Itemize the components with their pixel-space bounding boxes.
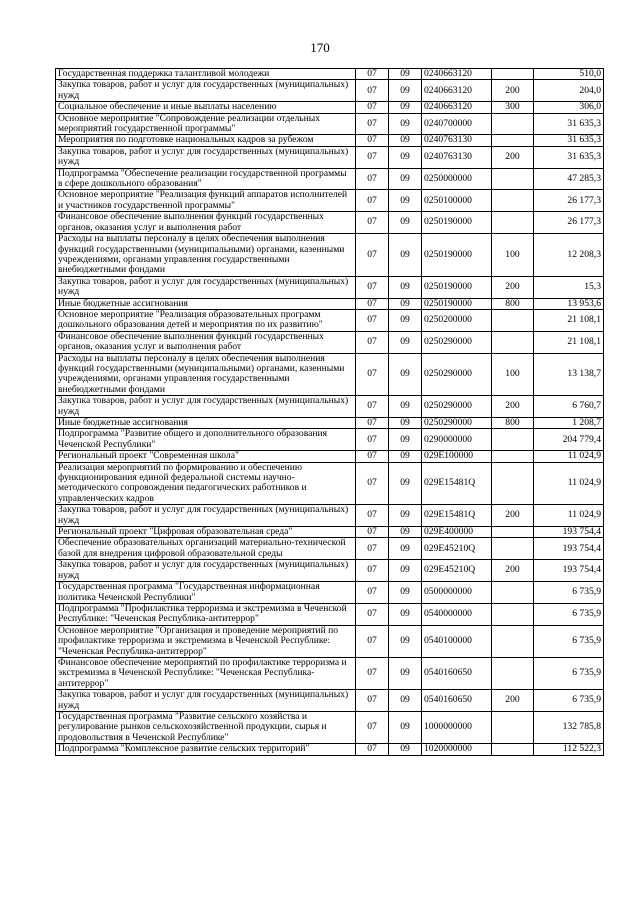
row-expense-type-cell <box>492 212 534 234</box>
row-subsection-cell: 09 <box>389 560 422 582</box>
row-subsection-cell: 09 <box>389 603 422 625</box>
row-section-cell: 07 <box>356 625 389 657</box>
row-expense-type-cell <box>492 657 534 689</box>
table-row <box>56 80 604 102</box>
row-amount-cell: 193 754,4 <box>534 538 604 560</box>
table-row <box>56 353 604 396</box>
row-target-article-cell: 0540000000 <box>422 603 492 625</box>
row-expense-type-cell: 200 <box>492 505 534 527</box>
row-expense-type-cell <box>492 625 534 657</box>
row-name-cell: Мероприятия по подготовке национальных кадров за рубежом <box>56 135 356 146</box>
row-name-cell: Закупка товаров, работ и услуг для государственных (муниципальных) нужд <box>56 276 356 298</box>
row-amount-cell: 6 760,7 <box>534 396 604 418</box>
row-amount-cell: 31 635,3 <box>534 146 604 168</box>
row-subsection-cell: 09 <box>389 80 422 102</box>
table-row <box>56 331 604 353</box>
table-row <box>56 168 604 190</box>
table-row <box>56 657 604 689</box>
table-row <box>56 603 604 625</box>
row-target-article-cell: 0250190000 <box>422 212 492 234</box>
row-name-cell: Закупка товаров, работ и услуг для государственных (муниципальных) нужд <box>56 560 356 582</box>
table-row <box>56 690 604 712</box>
row-amount-cell: 1 208,7 <box>534 418 604 429</box>
row-subsection-cell: 09 <box>389 298 422 309</box>
row-target-article-cell: 029E100000 <box>422 451 492 462</box>
row-amount-cell: 13 953,6 <box>534 298 604 309</box>
row-section-cell: 07 <box>356 538 389 560</box>
row-amount-cell: 47 285,3 <box>534 168 604 190</box>
row-amount-cell: 510,0 <box>534 69 604 80</box>
table-row <box>56 276 604 298</box>
row-subsection-cell: 09 <box>389 113 422 135</box>
row-section-cell: 07 <box>356 582 389 604</box>
row-amount-cell: 26 177,3 <box>534 212 604 234</box>
row-section-cell: 07 <box>356 744 389 755</box>
row-subsection-cell: 09 <box>389 744 422 755</box>
row-amount-cell: 31 635,3 <box>534 135 604 146</box>
row-amount-cell: 112 522,3 <box>534 744 604 755</box>
row-subsection-cell: 09 <box>389 331 422 353</box>
row-expense-type-cell: 100 <box>492 234 534 277</box>
row-section-cell: 07 <box>356 690 389 712</box>
row-name-cell: Закупка товаров, работ и услуг для государственных (муниципальных) нужд <box>56 146 356 168</box>
row-name-cell: Иные бюджетные ассигнования <box>56 418 356 429</box>
row-section-cell: 07 <box>356 527 389 538</box>
table-row <box>56 102 604 113</box>
row-name-cell: Закупка товаров, работ и услуг для государственных (муниципальных) нужд <box>56 396 356 418</box>
row-subsection-cell: 09 <box>389 135 422 146</box>
row-section-cell: 07 <box>356 80 389 102</box>
row-amount-cell: 6 735,9 <box>534 657 604 689</box>
row-name-cell: Подпрограмма "Комплексное развитие сельских территорий" <box>56 744 356 755</box>
row-name-cell: Социальное обеспечение и иные выплаты населению <box>56 102 356 113</box>
row-target-article-cell: 0250290000 <box>422 353 492 396</box>
row-expense-type-cell <box>492 429 534 451</box>
row-target-article-cell: 029E15481Q <box>422 505 492 527</box>
row-subsection-cell: 09 <box>389 212 422 234</box>
row-subsection-cell: 09 <box>389 396 422 418</box>
row-section-cell: 07 <box>356 113 389 135</box>
row-target-article-cell: 1020000000 <box>422 744 492 755</box>
table-row <box>56 135 604 146</box>
row-section-cell: 07 <box>356 331 389 353</box>
table-row <box>56 190 604 212</box>
row-section-cell: 07 <box>356 505 389 527</box>
row-section-cell: 07 <box>356 234 389 277</box>
row-expense-type-cell <box>492 190 534 212</box>
row-subsection-cell: 09 <box>389 657 422 689</box>
row-expense-type-cell: 200 <box>492 80 534 102</box>
row-amount-cell: 13 138,7 <box>534 353 604 396</box>
row-subsection-cell: 09 <box>389 190 422 212</box>
row-target-article-cell: 0250100000 <box>422 190 492 212</box>
row-target-article-cell: 029E45210Q <box>422 560 492 582</box>
row-expense-type-cell: 200 <box>492 690 534 712</box>
row-name-cell: Реализация мероприятий по формированию и обеспечению функционирования единой федеральной системы научно-методического сопровождения педагогических работников и управленческих кадров <box>56 462 356 505</box>
table-row <box>56 418 604 429</box>
table-row <box>56 538 604 560</box>
row-section-cell: 07 <box>356 353 389 396</box>
row-expense-type-cell <box>492 168 534 190</box>
row-section-cell: 07 <box>356 190 389 212</box>
row-target-article-cell: 0500000000 <box>422 582 492 604</box>
row-target-article-cell: 0240663120 <box>422 69 492 80</box>
row-target-article-cell: 0240663120 <box>422 80 492 102</box>
row-name-cell: Финансовое обеспечение выполнения функций государственных органов, оказания услуг и выполнения работ <box>56 212 356 234</box>
row-section-cell: 07 <box>356 560 389 582</box>
row-amount-cell: 11 024,9 <box>534 451 604 462</box>
row-amount-cell: 11 024,9 <box>534 505 604 527</box>
row-target-article-cell: 0240763130 <box>422 135 492 146</box>
row-subsection-cell: 09 <box>389 690 422 712</box>
row-section-cell: 07 <box>356 462 389 505</box>
row-amount-cell: 11 024,9 <box>534 462 604 505</box>
row-subsection-cell: 09 <box>389 451 422 462</box>
row-amount-cell: 21 108,1 <box>534 331 604 353</box>
row-expense-type-cell <box>492 582 534 604</box>
row-amount-cell: 21 108,1 <box>534 309 604 331</box>
row-target-article-cell: 0250190000 <box>422 234 492 277</box>
row-expense-type-cell: 800 <box>492 298 534 309</box>
table-row <box>56 744 604 755</box>
table-row <box>56 309 604 331</box>
table-row <box>56 234 604 277</box>
row-expense-type-cell <box>492 538 534 560</box>
table-row <box>56 711 604 743</box>
row-section-cell: 07 <box>356 309 389 331</box>
row-expense-type-cell <box>492 309 534 331</box>
row-subsection-cell: 09 <box>389 429 422 451</box>
table-row <box>56 560 604 582</box>
row-section-cell: 07 <box>356 212 389 234</box>
row-name-cell: Обеспечение образовательных организаций материально-технической базой для внедрения цифровой образовательной среды <box>56 538 356 560</box>
row-amount-cell: 132 785,8 <box>534 711 604 743</box>
row-section-cell: 07 <box>356 711 389 743</box>
row-subsection-cell: 09 <box>389 102 422 113</box>
row-expense-type-cell: 200 <box>492 560 534 582</box>
row-section-cell: 07 <box>356 276 389 298</box>
row-amount-cell: 15,3 <box>534 276 604 298</box>
page-number: 170 <box>310 40 330 55</box>
row-name-cell: Региональный проект "Цифровая образовательная среда" <box>56 527 356 538</box>
row-expense-type-cell <box>492 744 534 755</box>
row-section-cell: 07 <box>356 418 389 429</box>
row-name-cell: Основное мероприятие "Реализация функций аппаратов исполнителей и участников государственной программы" <box>56 190 356 212</box>
row-target-article-cell: 0540160650 <box>422 690 492 712</box>
row-section-cell: 07 <box>356 135 389 146</box>
row-amount-cell: 12 208,3 <box>534 234 604 277</box>
row-target-article-cell: 029E400000 <box>422 527 492 538</box>
row-section-cell: 07 <box>356 298 389 309</box>
row-expense-type-cell <box>492 711 534 743</box>
row-expense-type-cell: 200 <box>492 396 534 418</box>
row-expense-type-cell <box>492 331 534 353</box>
table-row <box>56 212 604 234</box>
row-expense-type-cell: 100 <box>492 353 534 396</box>
row-expense-type-cell <box>492 113 534 135</box>
budget-table-body <box>56 69 604 756</box>
row-subsection-cell: 09 <box>389 418 422 429</box>
row-expense-type-cell: 200 <box>492 146 534 168</box>
row-subsection-cell: 09 <box>389 538 422 560</box>
row-target-article-cell: 0240663120 <box>422 102 492 113</box>
row-name-cell: Расходы на выплаты персоналу в целях обеспечения выполнения функций государственными (муниципальными) органами, казенными учреждениями, органами управления государственными внебюджетными фондами <box>56 353 356 396</box>
row-name-cell: Основное мероприятие "Сопровождение реализации отдельных мероприятий государственной программы" <box>56 113 356 135</box>
row-subsection-cell: 09 <box>389 625 422 657</box>
row-target-article-cell: 0250190000 <box>422 276 492 298</box>
table-row <box>56 462 604 505</box>
table-row <box>56 113 604 135</box>
row-name-cell: Подпрограмма "Развитие общего и дополнительного образования Чеченской Республики" <box>56 429 356 451</box>
row-name-cell: Подпрограмма "Обеспечение реализации государственной программы в сфере дошкольного образования" <box>56 168 356 190</box>
row-target-article-cell: 0240763130 <box>422 146 492 168</box>
row-target-article-cell: 029E45210Q <box>422 538 492 560</box>
row-target-article-cell: 0290000000 <box>422 429 492 451</box>
row-subsection-cell: 09 <box>389 309 422 331</box>
row-section-cell: 07 <box>356 451 389 462</box>
row-amount-cell: 306,0 <box>534 102 604 113</box>
table-row <box>56 429 604 451</box>
row-target-article-cell: 029E15481Q <box>422 462 492 505</box>
table-row <box>56 527 604 538</box>
budget-table <box>55 68 604 756</box>
row-amount-cell: 204 779,4 <box>534 429 604 451</box>
row-name-cell: Иные бюджетные ассигнования <box>56 298 356 309</box>
row-section-cell: 07 <box>356 146 389 168</box>
row-name-cell: Закупка товаров, работ и услуг для государственных (муниципальных) нужд <box>56 505 356 527</box>
row-name-cell: Основное мероприятие "Организация и проведение мероприятий по профилактике терроризма и экстремизма в Чеченской Республике: "Чеченская Республика-антитеррор" <box>56 625 356 657</box>
row-name-cell: Расходы на выплаты персоналу в целях обеспечения выполнения функций государственными (муниципальными) органами, казенными учреждениями, органами управления государственными внебюджетными фондами <box>56 234 356 277</box>
row-name-cell: Закупка товаров, работ и услуг для государственных (муниципальных) нужд <box>56 690 356 712</box>
row-name-cell: Государственная программа "Государственная информационная политика Чеченской Республики" <box>56 582 356 604</box>
row-target-article-cell: 0250290000 <box>422 331 492 353</box>
row-name-cell: Финансовое обеспечение мероприятий по профилактике терроризма и экстремизма в Чеченской Республике: "Чеченская Республика-антитеррор" <box>56 657 356 689</box>
table-row <box>56 69 604 80</box>
row-target-article-cell: 0250200000 <box>422 309 492 331</box>
row-expense-type-cell <box>492 462 534 505</box>
table-row <box>56 298 604 309</box>
row-name-cell: Закупка товаров, работ и услуг для государственных (муниципальных) нужд <box>56 80 356 102</box>
row-section-cell: 07 <box>356 69 389 80</box>
row-subsection-cell: 09 <box>389 146 422 168</box>
row-section-cell: 07 <box>356 429 389 451</box>
row-target-article-cell: 0240700000 <box>422 113 492 135</box>
row-subsection-cell: 09 <box>389 711 422 743</box>
row-target-article-cell: 0250290000 <box>422 396 492 418</box>
row-name-cell: Государственная поддержка талантливой молодежи <box>56 69 356 80</box>
row-subsection-cell: 09 <box>389 527 422 538</box>
row-subsection-cell: 09 <box>389 234 422 277</box>
row-subsection-cell: 09 <box>389 168 422 190</box>
row-amount-cell: 193 754,4 <box>534 527 604 538</box>
row-subsection-cell: 09 <box>389 353 422 396</box>
row-name-cell: Подпрограмма "Профилактика терроризма и экстремизма в Чеченской Республике: "Чеченская Республика-антитеррор" <box>56 603 356 625</box>
row-expense-type-cell: 300 <box>492 102 534 113</box>
row-subsection-cell: 09 <box>389 505 422 527</box>
row-target-article-cell: 0540160650 <box>422 657 492 689</box>
row-subsection-cell: 09 <box>389 582 422 604</box>
row-amount-cell: 6 735,9 <box>534 690 604 712</box>
row-target-article-cell: 1000000000 <box>422 711 492 743</box>
table-row <box>56 505 604 527</box>
row-expense-type-cell <box>492 603 534 625</box>
row-target-article-cell: 0250190000 <box>422 298 492 309</box>
row-subsection-cell: 09 <box>389 276 422 298</box>
row-section-cell: 07 <box>356 396 389 418</box>
row-expense-type-cell <box>492 527 534 538</box>
row-subsection-cell: 09 <box>389 69 422 80</box>
row-name-cell: Региональный проект "Современная школа" <box>56 451 356 462</box>
row-section-cell: 07 <box>356 168 389 190</box>
row-amount-cell: 204,0 <box>534 80 604 102</box>
table-row <box>56 451 604 462</box>
table-row <box>56 625 604 657</box>
row-expense-type-cell: 200 <box>492 276 534 298</box>
table-row <box>56 582 604 604</box>
row-section-cell: 07 <box>356 603 389 625</box>
table-row <box>56 396 604 418</box>
row-name-cell: Финансовое обеспечение выполнения функций государственных органов, оказания услуг и выполнения работ <box>56 331 356 353</box>
row-amount-cell: 6 735,9 <box>534 582 604 604</box>
row-section-cell: 07 <box>356 102 389 113</box>
row-expense-type-cell <box>492 69 534 80</box>
row-target-article-cell: 0540100000 <box>422 625 492 657</box>
row-expense-type-cell <box>492 135 534 146</box>
row-amount-cell: 31 635,3 <box>534 113 604 135</box>
row-amount-cell: 6 735,9 <box>534 625 604 657</box>
row-target-article-cell: 0250290000 <box>422 418 492 429</box>
row-amount-cell: 6 735,9 <box>534 603 604 625</box>
row-target-article-cell: 0250000000 <box>422 168 492 190</box>
table-row <box>56 146 604 168</box>
row-name-cell: Основное мероприятие "Реализация образовательных программ дошкольного образования детей и мероприятия по их развитию" <box>56 309 356 331</box>
row-section-cell: 07 <box>356 657 389 689</box>
row-amount-cell: 26 177,3 <box>534 190 604 212</box>
row-subsection-cell: 09 <box>389 462 422 505</box>
row-expense-type-cell: 800 <box>492 418 534 429</box>
row-name-cell: Государственная программа "Развитие сельского хозяйства и регулирование рынков сельскохозяйственной продукции, сырья и продовольствия в Чеченской Республике" <box>56 711 356 743</box>
row-amount-cell: 193 754,4 <box>534 560 604 582</box>
row-expense-type-cell <box>492 451 534 462</box>
